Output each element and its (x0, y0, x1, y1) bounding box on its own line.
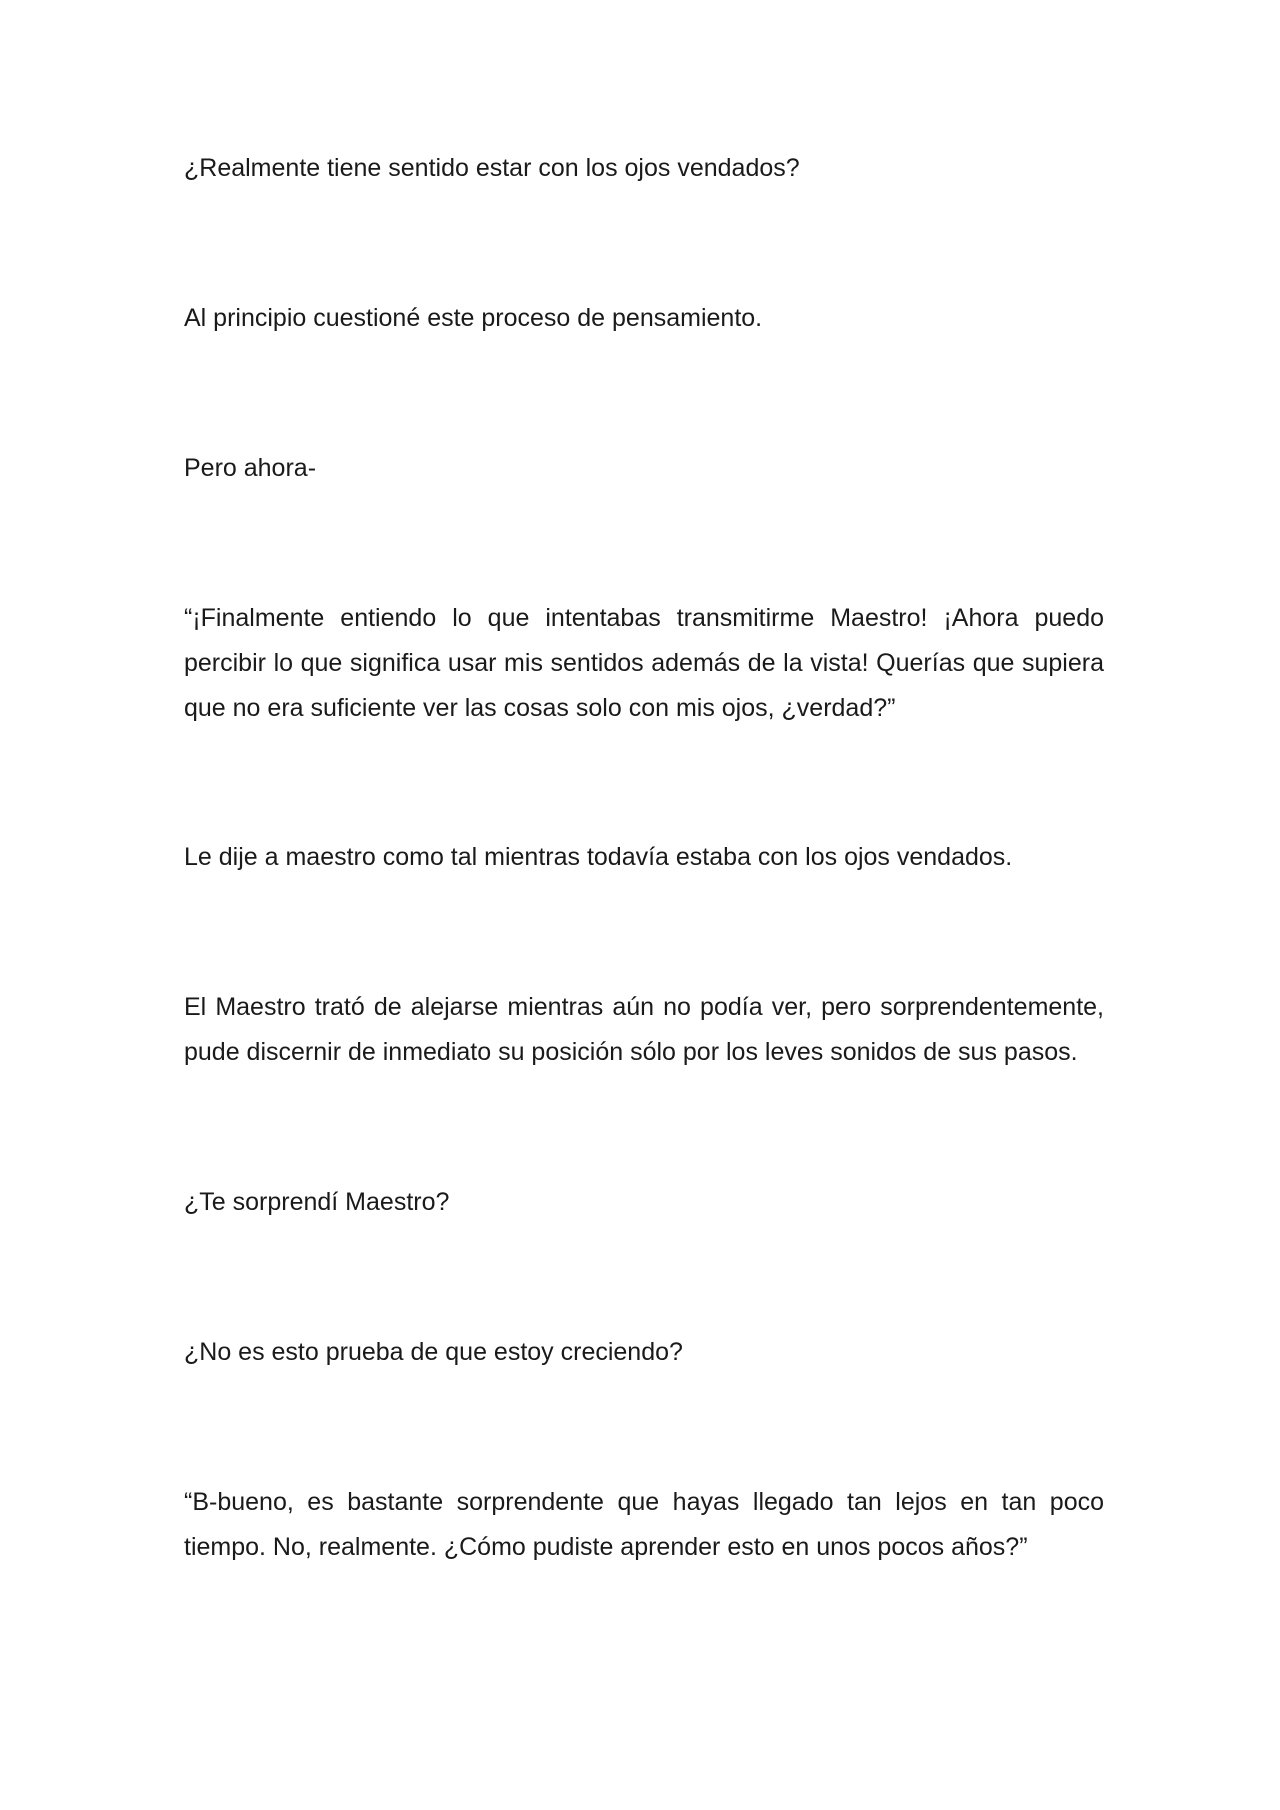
paragraph-4: “¡Finalmente entiendo lo que intentabas transmitirme Maestro! ¡Ahora puedo percibir lo que significa usar mis sentidos además de la vista! Querías que supiera que no era suficiente ver las cosas solo con mis ojos, ¿verdad?” (184, 604, 1104, 722)
paragraph-3: Pero ahora- (184, 454, 317, 482)
paragraph-7: ¿Te sorprendí Maestro? (184, 1188, 450, 1216)
paragraph-6: El Maestro trató de alejarse mientras aún no podía ver, pero sorprendentemente, pude discernir de inmediato su posición sólo por los leves sonidos de sus pasos. (184, 993, 1104, 1066)
paragraph-9: “B-bueno, es bastante sorprendente que hayas llegado tan lejos en tan poco tiempo. No, realmente. ¿Cómo pudiste aprender esto en unos pocos años?” (184, 1488, 1104, 1561)
paragraph-5: Le dije a maestro como tal mientras todavía estaba con los ojos vendados. (184, 843, 1013, 871)
paragraph-1: ¿Realmente tiene sentido estar con los ojos vendados? (184, 154, 800, 182)
paragraph-2: Al principio cuestioné este proceso de pensamiento. (184, 304, 763, 332)
paragraph-8: ¿No es esto prueba de que estoy creciendo? (184, 1338, 683, 1366)
